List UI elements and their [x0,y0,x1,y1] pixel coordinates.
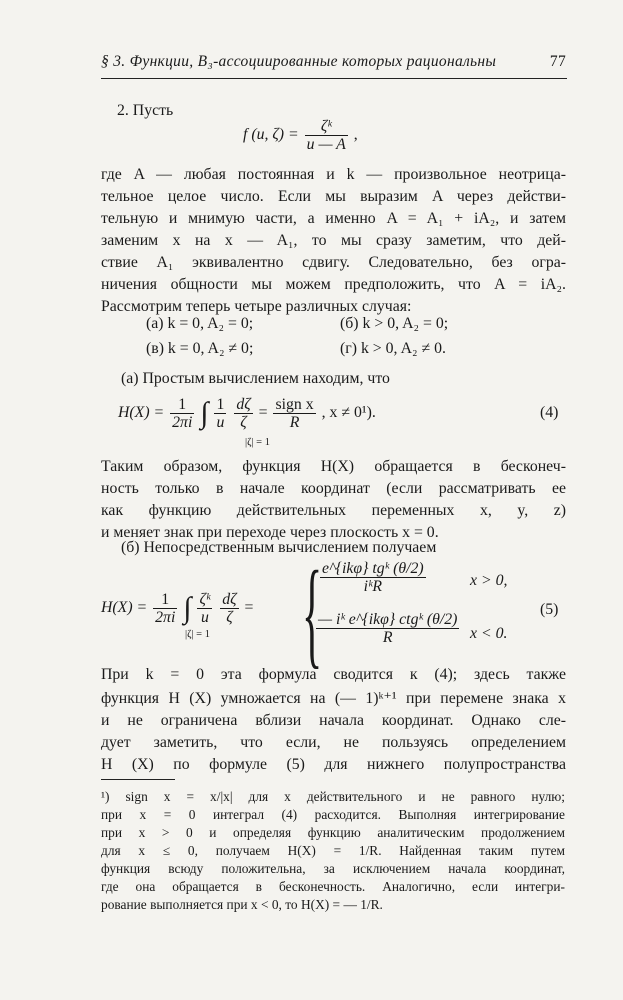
formula-5-case-1-den: iᵏR [363,578,383,595]
case-c: (в) k = 0, A₂ ≠ 0; [146,340,254,357]
para3-line: и не ограничена вблизи начала координат. Однако сле- [101,712,566,729]
formula-5-case-1-cond: x > 0, [470,572,508,589]
formula-4-eq: = [258,404,268,421]
footnote-line: функция всюду положительна, за исключением начала координат, [101,861,565,876]
para1-line: Рассмотрим теперь четыре различных случая: [101,298,412,315]
cases-brace: { [302,546,323,679]
footnote-rule [101,779,175,780]
page-number: 77 [549,53,566,70]
footnote-line: ¹) sign x = x/|x| для x действительного и не равного нулю; [101,789,565,804]
formula-5-case-1-fraction [320,560,426,595]
case-a-intro: (а) Простым вычислением находим, что [121,370,390,387]
formula-5-case-1 [318,560,428,595]
para2-line: и меняет знак при переходе через плоскость x = 0. [101,524,439,541]
formula-4-cond: , x ≠ 0¹). [321,404,376,421]
para1-line: ничения общности мы можем предположить, что A = iA₂. [101,276,566,293]
formula-5-f1-num: ζᵏ [199,590,211,608]
para3-line: При k = 0 эта формула сводится к (4); здесь также [101,666,566,683]
formula-5-integral-sub: |ζ| = 1 [185,629,210,640]
formula-f-tail: , [353,126,358,144]
footnote-line: рование выполняется при x < 0, то H(X) = — 1/R. [101,897,383,912]
formula-5-f2-den: ζ [226,608,233,626]
equation-label-5: (5) [540,601,559,618]
formula-f-den: u — A [306,136,346,153]
formula-4-coef [170,396,194,431]
formula-5-coef-num: 1 [153,591,177,609]
formula-5-f2 [220,591,238,626]
section-title: § 3. Функции, B₃-ассоциированные которых рациональны [101,53,497,70]
formula-5-case-2 [314,611,461,646]
equation-label-4: (4) [540,404,559,421]
formula-4-integral-sub: |ζ| = 1 [245,437,270,448]
integral-sign: ∫ [183,591,192,625]
formula-5-f2-num: dζ [222,590,237,608]
formula-4-f1-den: u [216,413,225,431]
formula-5-eq: = [244,599,254,616]
formula-5-case-2-num: — iᵏ e^{ikφ} ctgᵏ (θ/2) [318,611,458,628]
formula-4-f2-den: ζ [240,413,247,431]
formula-4-lhs: H(X) = [118,404,165,421]
footnote-line: при x > 0 и определяя функцию аналитическим продолжением [101,825,565,840]
para1-line: где A — любая постоянная и k — произвольное неотрица- [101,166,566,183]
formula-4-rhs-num: sign x [275,395,314,413]
footnote-line: при x = 0 интеграл (4) расходится. Выполняя интегрирование [101,807,565,822]
formula-4-rhs-den: R [289,413,300,431]
case-d: (г) k > 0, A₂ ≠ 0. [340,340,446,357]
integral-sign: ∫ [200,396,209,430]
footnote-line: для x ≤ 0, получаем H(X) = 1/R. Найденная таким путем [101,843,565,858]
formula-f-fraction [305,118,348,153]
formula-f [243,118,358,153]
para3-line: функция H (X) умножается на (— 1)ᵏ⁺¹ при перемене знака x [101,690,566,707]
formula-5-case-1-num: e^{ikφ} tgᵏ (θ/2) [322,560,424,577]
para1-line: заменим x на x — A₁, то мы сразу заметим, что дей- [101,232,566,249]
formula-4-coef-den: 2πi [172,413,193,431]
para3-line: дует заметить, что если, не пользуясь определением [101,734,566,751]
formula-4 [118,395,376,431]
formula-5 [101,590,253,626]
header-rule [101,78,567,79]
formula-5-coef [153,591,177,626]
para1-line: тельное целое число. Если мы выразим A через действи- [101,188,566,205]
para1-line: ствие A₁ эквивалентно сдвигу. Следовательно, без огра- [101,254,566,271]
formula-5-f1-den: u [200,608,209,626]
para1-line: тельную и мнимую части, а именно A = A₁ + iA₂, и затем [101,210,566,227]
formula-5-case-2-fraction [316,611,459,646]
formula-4-f2-num: dζ [236,395,251,413]
footnote-line: где она обращается в бесконечность. Аналогично, если интегри- [101,879,565,894]
case-a: (а) k = 0, A₂ = 0; [146,315,254,332]
formula-5-case-2-den: R [382,629,393,646]
formula-f-lhs: f (u, ζ) = [243,126,299,144]
case-b: (б) k > 0, A₂ = 0; [340,315,449,332]
formula-5-coef-den: 2πi [155,608,176,626]
formula-4-f1 [214,396,226,431]
formula-5-f1 [197,591,212,626]
case-b-intro: (б) Непосредственным вычислением получаем [121,539,437,556]
para2-line: Таким образом, функция H(X) обращается в бесконеч- [101,458,566,475]
formula-4-f1-num: 1 [216,395,225,413]
formula-4-rhs [273,396,315,431]
formula-5-lhs: H(X) = [101,599,148,616]
formula-f-num: ζᵏ [305,118,348,136]
formula-4-f2 [234,396,252,431]
item-2-label: 2. Пусть [117,102,174,119]
para2-line: ность только в начале координат (если рассматривать ее [101,480,566,497]
formula-4-coef-num: 1 [170,396,194,414]
para2-line: как функцию действительных переменных x, y, z) [101,502,566,519]
formula-5-case-2-cond: x < 0. [470,625,508,642]
para3-line: H (X) по формуле (5) для нижнего полупространства [101,756,566,773]
running-header [101,53,566,71]
